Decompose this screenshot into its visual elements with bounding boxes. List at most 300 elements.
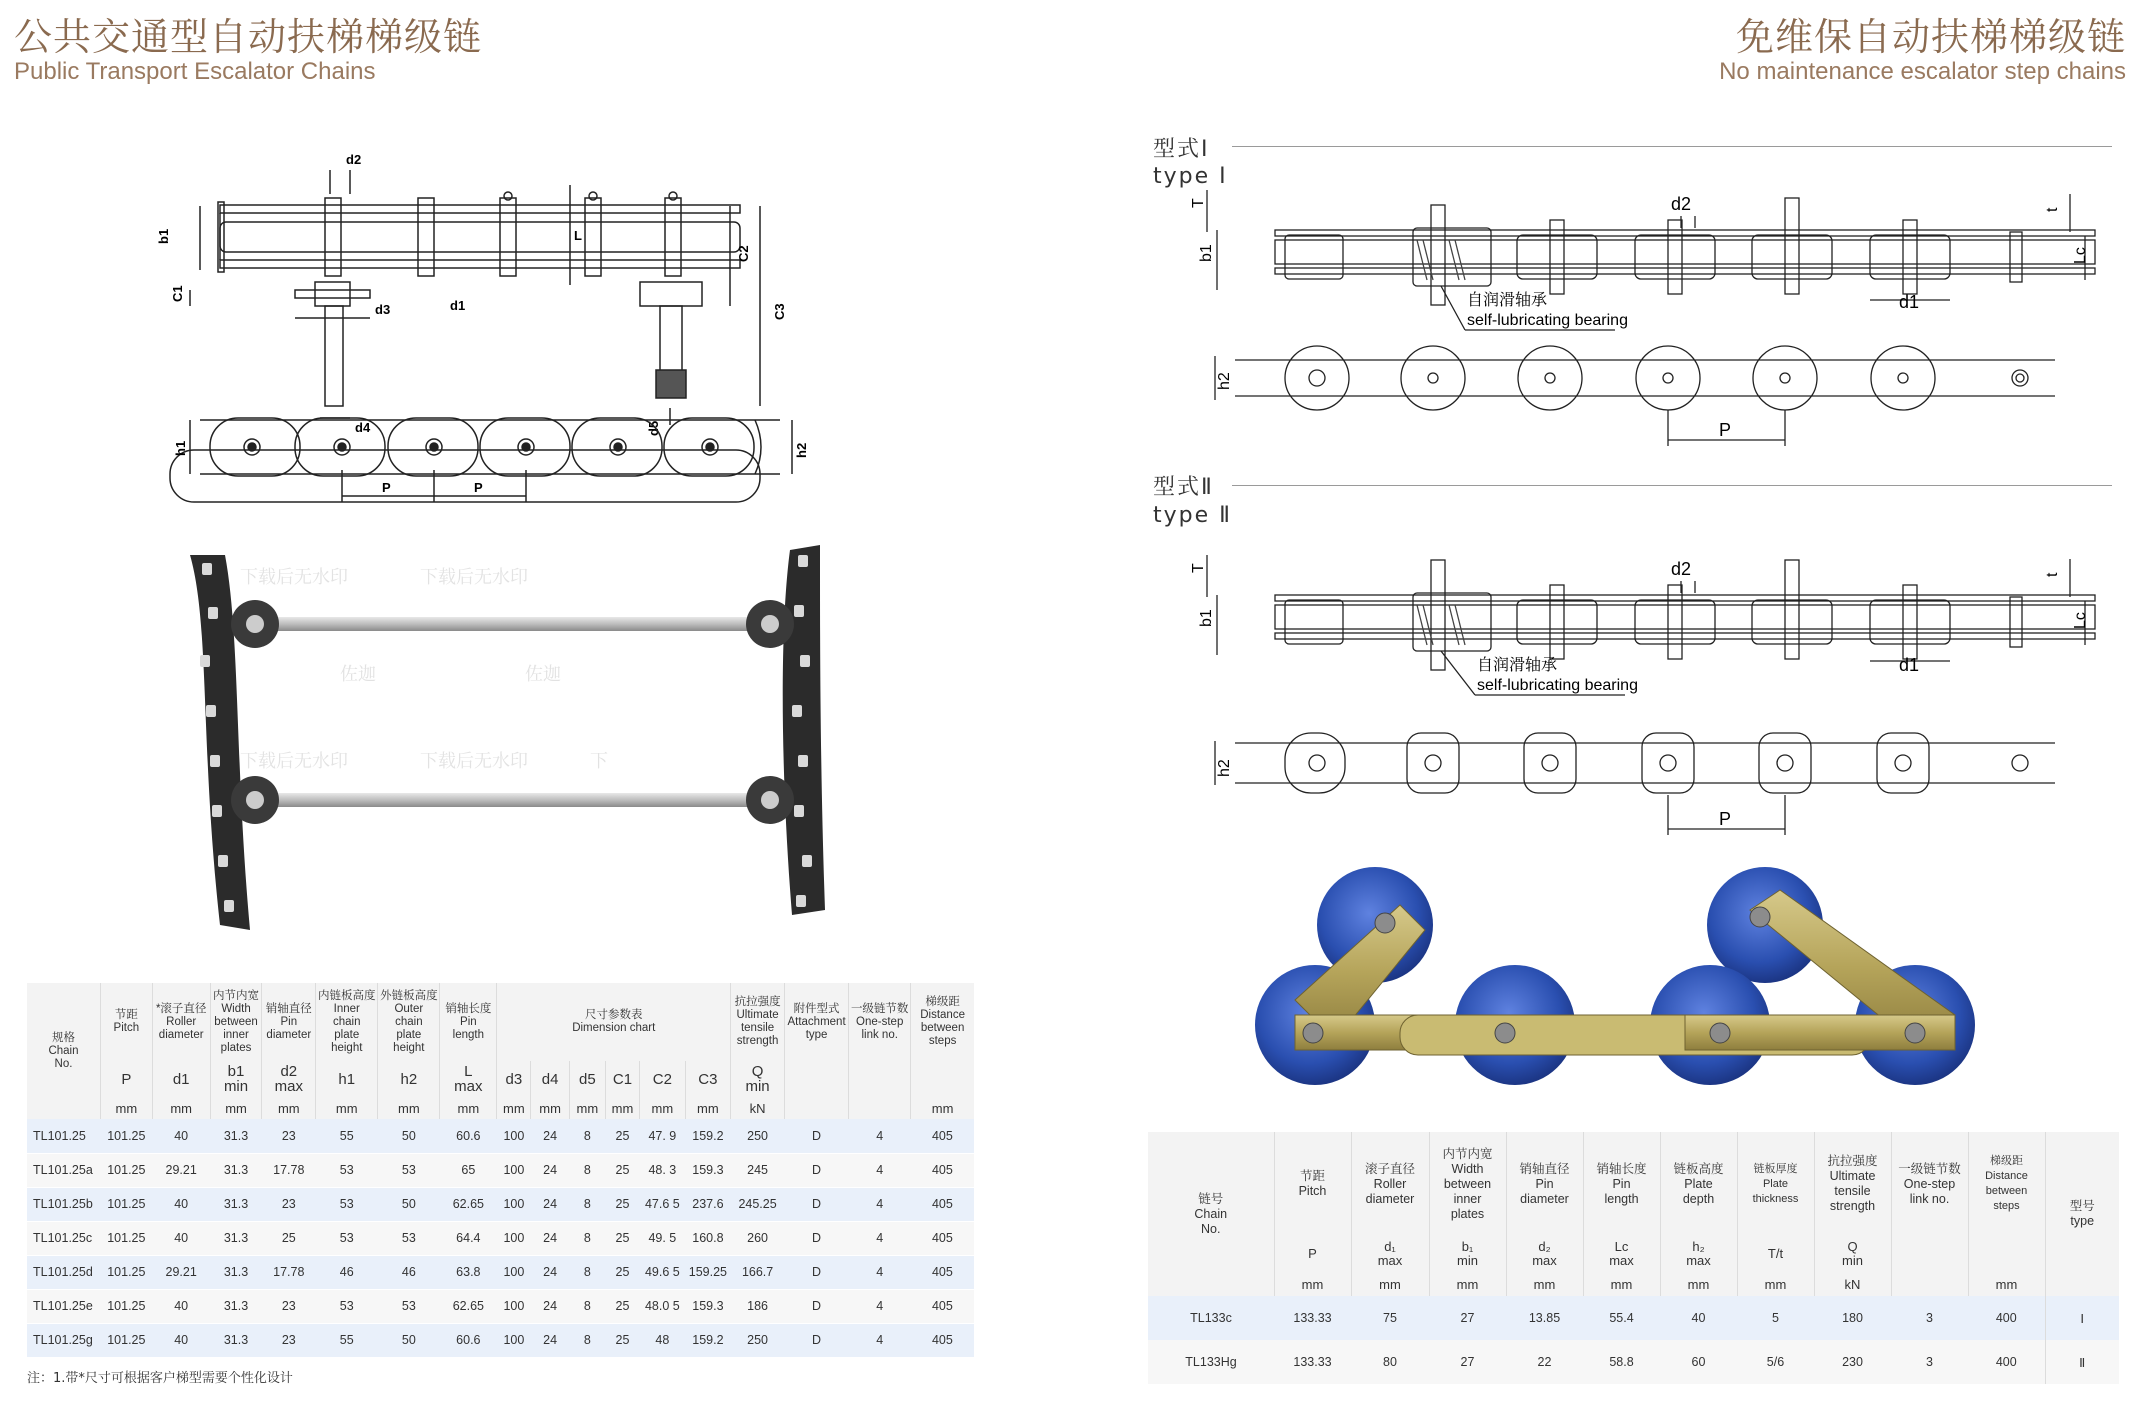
header-outer-plate-height: 外链板高度 Outer chain plate height	[378, 983, 440, 1061]
table-cell: 25	[605, 1221, 639, 1255]
type1-divider	[1232, 146, 2112, 147]
table-cell: 101.25	[100, 1255, 152, 1289]
table-cell: 100	[497, 1119, 531, 1153]
table-cell: 4	[849, 1323, 911, 1357]
table-cell: 46	[316, 1255, 378, 1289]
r-header-distance: 梯级距 Distance between steps	[1968, 1132, 2045, 1236]
table-cell: Ⅱ	[2045, 1340, 2119, 1384]
table-cell: 48. 3	[640, 1153, 686, 1187]
label-d5: d5	[646, 420, 661, 436]
table-cell: 53	[378, 1289, 440, 1323]
table-cell: 75	[1351, 1296, 1429, 1340]
header-chain-no: 规格 Chain No.	[27, 983, 100, 1119]
table-cell: 100	[497, 1153, 531, 1187]
table-cell: 50	[378, 1187, 440, 1221]
type2-label-b1: b1	[1198, 609, 1215, 627]
r-unit-cell: mm	[1351, 1272, 1429, 1296]
header-pin-diameter: 销轴直径 Pin diameter	[262, 983, 316, 1061]
chain-no-cell: TL133c	[1148, 1296, 1274, 1340]
table-cell: 40	[152, 1187, 210, 1221]
symbol-cell: C2	[640, 1061, 686, 1097]
table-cell: 405	[911, 1119, 974, 1153]
label-p1: P	[382, 480, 391, 495]
table-cell: 80	[1351, 1340, 1429, 1384]
right-table-body	[1148, 1296, 2119, 1384]
r-header-pin-length: 销轴长度 Pin length	[1583, 1132, 1660, 1236]
unit-cell	[784, 1097, 848, 1119]
type1-bearing-cn: 自润滑轴承	[1467, 292, 1548, 309]
table-cell: 13.85	[1506, 1296, 1583, 1340]
table-cell: 166.7	[731, 1255, 785, 1289]
table-cell: 23	[262, 1289, 316, 1323]
unit-cell: mm	[685, 1097, 731, 1119]
unit-cell	[849, 1097, 911, 1119]
table-cell: 55.4	[1583, 1296, 1660, 1340]
r-unit-cell: kN	[1814, 1272, 1891, 1296]
table-cell: 49.6 5	[640, 1255, 686, 1289]
table-cell: 40	[152, 1221, 210, 1255]
type1-label-P: P	[1719, 420, 1732, 440]
table-cell: 31.3	[210, 1289, 262, 1323]
unit-cell: mm	[100, 1097, 152, 1119]
table-cell: 60.6	[440, 1119, 497, 1153]
left-table-unit-row	[27, 1097, 974, 1119]
symbol-cell: L max	[440, 1061, 497, 1097]
table-cell: 5	[1737, 1296, 1814, 1340]
right-table-unit-row	[1148, 1272, 2119, 1296]
symbol-cell: d5	[569, 1061, 605, 1097]
r-unit-cell: mm	[1274, 1272, 1351, 1296]
right-spec-table	[1148, 1132, 2119, 1384]
r-symbol-cell: Lc max	[1583, 1236, 1660, 1272]
table-cell: 237.6	[685, 1187, 731, 1221]
r-header-plate-depth: 链板高度 Plate depth	[1660, 1132, 1737, 1236]
table-cell: 53	[378, 1221, 440, 1255]
table-cell: 101.25	[100, 1119, 152, 1153]
unit-cell: mm	[497, 1097, 531, 1119]
unit-cell: mm	[316, 1097, 378, 1119]
escalator-chain-photo	[180, 545, 840, 935]
left-spec-table	[27, 983, 974, 1358]
symbol-cell: d3	[497, 1061, 531, 1097]
watermark-6: 下载后无水印	[420, 751, 528, 771]
table-cell: 24	[531, 1255, 569, 1289]
table-cell: 4	[849, 1119, 911, 1153]
table-cell: 53	[316, 1153, 378, 1187]
table-cell: 245	[731, 1153, 785, 1187]
type1-label-d2: d2	[1671, 194, 1692, 214]
type1-label-d1: d1	[1899, 292, 1920, 312]
table-cell: 46	[378, 1255, 440, 1289]
table-cell: 63.8	[440, 1255, 497, 1289]
table-cell: 25	[262, 1221, 316, 1255]
unit-cell: mm	[605, 1097, 639, 1119]
symbol-cell: h1	[316, 1061, 378, 1097]
table-cell: 40	[152, 1119, 210, 1153]
chain-no-cell: TL101.25	[27, 1119, 100, 1153]
table-cell: 29.21	[152, 1255, 210, 1289]
chain-no-cell: TL101.25a	[27, 1153, 100, 1187]
r-unit-cell: mm	[1429, 1272, 1506, 1296]
table-cell: 405	[911, 1255, 974, 1289]
unit-cell: mm	[640, 1097, 686, 1119]
table-cell: 101.25	[100, 1221, 152, 1255]
table-cell: 5/6	[1737, 1340, 1814, 1384]
table-cell: 25	[605, 1255, 639, 1289]
table-cell: 40	[1660, 1296, 1737, 1340]
table-cell: 53	[378, 1153, 440, 1187]
table-cell: 17.78	[262, 1153, 316, 1187]
table-cell: 3	[1891, 1340, 1968, 1384]
table-cell: 3	[1891, 1296, 1968, 1340]
r-symbol-cell: d₁ max	[1351, 1236, 1429, 1272]
label-d4: d4	[355, 420, 371, 435]
table-cell: D	[784, 1221, 848, 1255]
unit-cell: kN	[731, 1097, 785, 1119]
left-table-body	[27, 1119, 974, 1357]
table-cell: 47.6 5	[640, 1187, 686, 1221]
table-cell: 101.25	[100, 1289, 152, 1323]
r-unit-cell: mm	[1506, 1272, 1583, 1296]
right-title-cn: 免维保自动扶梯梯级链	[1735, 15, 2126, 59]
label-l: L	[574, 228, 582, 243]
r-header-plate-thickness: 链板厚度 Plate thickness	[1737, 1132, 1814, 1236]
table-cell: 245.25	[731, 1187, 785, 1221]
r-unit-cell	[1891, 1272, 1968, 1296]
table-cell: 50	[378, 1119, 440, 1153]
label-d3: d3	[375, 302, 391, 317]
watermark-2: 下载后无水印	[420, 567, 528, 587]
unit-cell: mm	[210, 1097, 262, 1119]
r-symbol-cell	[1968, 1236, 2045, 1272]
unit-cell: mm	[440, 1097, 497, 1119]
r-symbol-cell: P	[1274, 1236, 1351, 1272]
table-cell: 4	[849, 1255, 911, 1289]
r-header-type: 型号 type	[2045, 1132, 2119, 1296]
type1-label-b1: b1	[1198, 244, 1215, 262]
watermark-7: 下	[590, 751, 608, 771]
table-cell: 250	[731, 1323, 785, 1357]
table-cell: 400	[1968, 1340, 2045, 1384]
table-cell: 53	[316, 1289, 378, 1323]
table-cell: 29.21	[152, 1153, 210, 1187]
right-title-en: No maintenance escalator step chains	[1719, 58, 2126, 85]
table-cell: 159.3	[685, 1289, 731, 1323]
symbol-cell	[911, 1061, 974, 1097]
table-cell: 159.2	[685, 1119, 731, 1153]
type2-bearing-cn: 自润滑轴承	[1477, 657, 1558, 674]
r-header-one-step: 一级链节数 One-step link no.	[1891, 1132, 1968, 1236]
table-cell: 31.3	[210, 1323, 262, 1357]
chain-no-cell: TL101.25b	[27, 1187, 100, 1221]
unit-cell: mm	[378, 1097, 440, 1119]
table-cell: 8	[569, 1289, 605, 1323]
table-cell: D	[784, 1153, 848, 1187]
table-cell: 65	[440, 1153, 497, 1187]
label-h1: h1	[173, 440, 188, 456]
table-cell: 53	[316, 1187, 378, 1221]
table-cell: 60	[1660, 1340, 1737, 1384]
label-p2: P	[474, 480, 483, 495]
table-cell: D	[784, 1187, 848, 1221]
right-table-header-row	[1148, 1132, 2119, 1236]
type2-bearing-en: self-lubricating bearing	[1477, 677, 1638, 694]
r-symbol-cell: b₁ min	[1429, 1236, 1506, 1272]
r-symbol-cell: Q min	[1814, 1236, 1891, 1272]
header-distance-steps: 梯级距 Distance between steps	[911, 983, 974, 1061]
unit-cell: mm	[262, 1097, 316, 1119]
label-c3: C3	[772, 303, 787, 320]
table-cell: 230	[1814, 1340, 1891, 1384]
r-header-tensile: 抗拉强度 Ultimate tensile strength	[1814, 1132, 1891, 1236]
type2-label-en: type Ⅱ	[1153, 503, 1232, 528]
table-cell: 250	[731, 1119, 785, 1153]
type2-label-t: t	[2044, 572, 2061, 577]
table-cell: 405	[911, 1221, 974, 1255]
step-chain-photo	[1255, 865, 1995, 1105]
table-cell: 8	[569, 1221, 605, 1255]
table-row	[27, 1323, 974, 1357]
label-c2: C2	[736, 245, 751, 262]
table-cell: 159.25	[685, 1255, 731, 1289]
table-cell: 17.78	[262, 1255, 316, 1289]
watermark-3: 佐迦	[340, 664, 376, 684]
r-header-width-inner: 内节内宽 Width between inner plates	[1429, 1132, 1506, 1236]
label-b1: b1	[156, 228, 171, 244]
header-dimension-chart: 尺寸参数表 Dimension chart	[497, 983, 731, 1061]
chain-no-cell: TL101.25d	[27, 1255, 100, 1289]
label-d2: d2	[346, 152, 362, 167]
type1-label-en: type Ⅰ	[1153, 164, 1228, 189]
table-cell: 40	[152, 1323, 210, 1357]
table-row	[27, 1289, 974, 1323]
unit-cell: mm	[569, 1097, 605, 1119]
r-unit-cell: mm	[1968, 1272, 2045, 1296]
table-cell: 64.4	[440, 1221, 497, 1255]
table-cell: 8	[569, 1187, 605, 1221]
watermark-5: 下载后无水印	[240, 751, 348, 771]
r-header-chain-no: 链号 Chain No.	[1148, 1132, 1274, 1296]
type2-label-h2: h2	[1216, 759, 1233, 777]
table-cell: 24	[531, 1221, 569, 1255]
watermark-1: 下载后无水印	[240, 567, 348, 587]
header-one-step-link: 一级链节数 One-step link no.	[849, 983, 911, 1061]
table-cell: 31.3	[210, 1153, 262, 1187]
table-cell: 31.3	[210, 1221, 262, 1255]
table-cell: 133.33	[1274, 1296, 1351, 1340]
left-side-view-drawing	[173, 410, 810, 510]
table-cell: 25	[605, 1289, 639, 1323]
table-cell: 31.3	[210, 1255, 262, 1289]
unit-cell: mm	[152, 1097, 210, 1119]
type2-label-d2: d2	[1671, 559, 1692, 579]
right-table-symbol-row	[1148, 1236, 2119, 1272]
table-cell: 101.25	[100, 1187, 152, 1221]
r-header-pin-diameter: 销轴直径 Pin diameter	[1506, 1132, 1583, 1236]
left-table-symbol-row	[27, 1061, 974, 1097]
type2-divider	[1232, 485, 2112, 486]
table-row	[27, 1119, 974, 1153]
table-cell: 48	[640, 1323, 686, 1357]
table-cell: 62.65	[440, 1289, 497, 1323]
table-cell: 405	[911, 1289, 974, 1323]
table-cell: D	[784, 1323, 848, 1357]
header-pitch: 节距 Pitch	[100, 983, 152, 1061]
type2-label-cn: 型式Ⅱ	[1153, 475, 1214, 500]
table-cell: 23	[262, 1119, 316, 1153]
label-d1: d1	[450, 298, 466, 313]
r-unit-cell: mm	[1737, 1272, 1814, 1296]
table-cell: 23	[262, 1323, 316, 1357]
header-attachment-type: 附件型式 Attachment type	[784, 983, 848, 1061]
table-cell: 8	[569, 1119, 605, 1153]
watermark-4: 佐迦	[525, 664, 561, 684]
r-unit-cell: mm	[1583, 1272, 1660, 1296]
table-cell: 60.6	[440, 1323, 497, 1357]
left-table-header-row	[27, 983, 974, 1061]
table-cell: 159.3	[685, 1153, 731, 1187]
table-cell: 23	[262, 1187, 316, 1221]
symbol-cell: Q min	[731, 1061, 785, 1097]
type2-label-T: T	[1190, 563, 1207, 573]
table-cell: Ⅰ	[2045, 1296, 2119, 1340]
header-width-inner: 内节内宽 Width between inner plates	[210, 983, 262, 1061]
r-symbol-cell: d₂ max	[1506, 1236, 1583, 1272]
table-note: 注：1.带*尺寸可根据客户梯型需要个性化设计	[27, 1371, 293, 1386]
table-cell: 25	[605, 1119, 639, 1153]
table-row	[1148, 1340, 2119, 1384]
type2-label-Lc: Lc	[2072, 612, 2089, 629]
symbol-cell: C1	[605, 1061, 639, 1097]
symbol-cell: d4	[531, 1061, 569, 1097]
header-inner-plate-height: 内链板高度 Inner chain plate height	[316, 983, 378, 1061]
type1-label-T: T	[1190, 198, 1207, 208]
unit-cell: mm	[911, 1097, 974, 1119]
symbol-cell: C3	[685, 1061, 731, 1097]
table-cell: 27	[1429, 1340, 1506, 1384]
table-cell: 186	[731, 1289, 785, 1323]
table-cell: 48.0 5	[640, 1289, 686, 1323]
table-cell: 58.8	[1583, 1340, 1660, 1384]
table-cell: 405	[911, 1187, 974, 1221]
table-cell: 47. 9	[640, 1119, 686, 1153]
type2-drawing	[1190, 545, 2115, 845]
table-cell: 55	[316, 1119, 378, 1153]
header-roller-diameter: *滚子直径 Roller diameter	[152, 983, 210, 1061]
table-cell: 160.8	[685, 1221, 731, 1255]
symbol-cell: d2 max	[262, 1061, 316, 1097]
r-header-roller-diameter: 滚子直径 Roller diameter	[1351, 1132, 1429, 1236]
type1-drawing	[1190, 180, 2115, 470]
table-cell: 101.25	[100, 1323, 152, 1357]
symbol-cell: P	[100, 1061, 152, 1097]
table-cell: 4	[849, 1221, 911, 1255]
table-cell: 405	[911, 1323, 974, 1357]
symbol-cell: d1	[152, 1061, 210, 1097]
table-cell: 22	[1506, 1340, 1583, 1384]
table-cell: 24	[531, 1323, 569, 1357]
r-symbol-cell	[1891, 1236, 1968, 1272]
table-cell: 24	[531, 1119, 569, 1153]
table-cell: 49. 5	[640, 1221, 686, 1255]
table-cell: 100	[497, 1221, 531, 1255]
table-cell: 100	[497, 1289, 531, 1323]
type1-bearing-en: self-lubricating bearing	[1467, 312, 1628, 329]
table-cell: 4	[849, 1153, 911, 1187]
label-h2: h2	[794, 442, 809, 458]
table-cell: 400	[1968, 1296, 2045, 1340]
label-c1: C1	[170, 285, 185, 302]
symbol-cell	[784, 1061, 848, 1097]
table-cell: 55	[316, 1323, 378, 1357]
table-cell: 4	[849, 1289, 911, 1323]
symbol-cell: h2	[378, 1061, 440, 1097]
symbol-cell: b1 min	[210, 1061, 262, 1097]
type2-label-d1: d1	[1899, 655, 1920, 675]
type1-label-cn: 型式Ⅰ	[1153, 137, 1210, 162]
table-cell: 100	[497, 1255, 531, 1289]
left-title-en: Public Transport Escalator Chains	[14, 58, 376, 85]
symbol-cell	[849, 1061, 911, 1097]
table-row	[1148, 1296, 2119, 1340]
table-cell: 31.3	[210, 1119, 262, 1153]
table-cell: 101.25	[100, 1153, 152, 1187]
table-cell: 50	[378, 1323, 440, 1357]
table-cell: 260	[731, 1221, 785, 1255]
unit-cell: mm	[531, 1097, 569, 1119]
table-cell: 25	[605, 1187, 639, 1221]
table-cell: 4	[849, 1187, 911, 1221]
table-cell: 8	[569, 1153, 605, 1187]
type1-label-Lc: Lc	[2072, 247, 2089, 264]
table-cell: 8	[569, 1255, 605, 1289]
table-cell: D	[784, 1119, 848, 1153]
header-tensile-strength: 抗拉强度 Ultimate tensile strength	[731, 983, 785, 1061]
r-unit-cell: mm	[1660, 1272, 1737, 1296]
table-cell: 24	[531, 1289, 569, 1323]
table-row	[27, 1255, 974, 1289]
table-row	[27, 1221, 974, 1255]
table-cell: 8	[569, 1323, 605, 1357]
table-cell: 62.65	[440, 1187, 497, 1221]
r-symbol-cell: T/t	[1737, 1236, 1814, 1272]
header-pin-length: 销轴长度 Pin length	[440, 983, 497, 1061]
chain-no-cell: TL101.25c	[27, 1221, 100, 1255]
type1-label-h2: h2	[1216, 372, 1233, 390]
table-cell: D	[784, 1255, 848, 1289]
table-cell: 405	[911, 1153, 974, 1187]
table-row	[27, 1187, 974, 1221]
type1-label-t: t	[2044, 207, 2061, 212]
table-cell: 100	[497, 1323, 531, 1357]
chain-no-cell: TL101.25e	[27, 1289, 100, 1323]
table-cell: 27	[1429, 1296, 1506, 1340]
table-cell: 31.3	[210, 1187, 262, 1221]
table-cell: 40	[152, 1289, 210, 1323]
chain-no-cell: TL101.25g	[27, 1323, 100, 1357]
left-title-cn: 公共交通型自动扶梯梯级链	[14, 15, 483, 59]
table-cell: 133.33	[1274, 1340, 1351, 1384]
r-symbol-cell: h₂ max	[1660, 1236, 1737, 1272]
table-cell: 180	[1814, 1296, 1891, 1340]
table-cell: D	[784, 1289, 848, 1323]
chain-no-cell: TL133Hg	[1148, 1340, 1274, 1384]
type2-label-P: P	[1719, 809, 1732, 829]
table-cell: 24	[531, 1153, 569, 1187]
table-cell: 24	[531, 1187, 569, 1221]
table-cell: 25	[605, 1323, 639, 1357]
table-cell: 159.2	[685, 1323, 731, 1357]
